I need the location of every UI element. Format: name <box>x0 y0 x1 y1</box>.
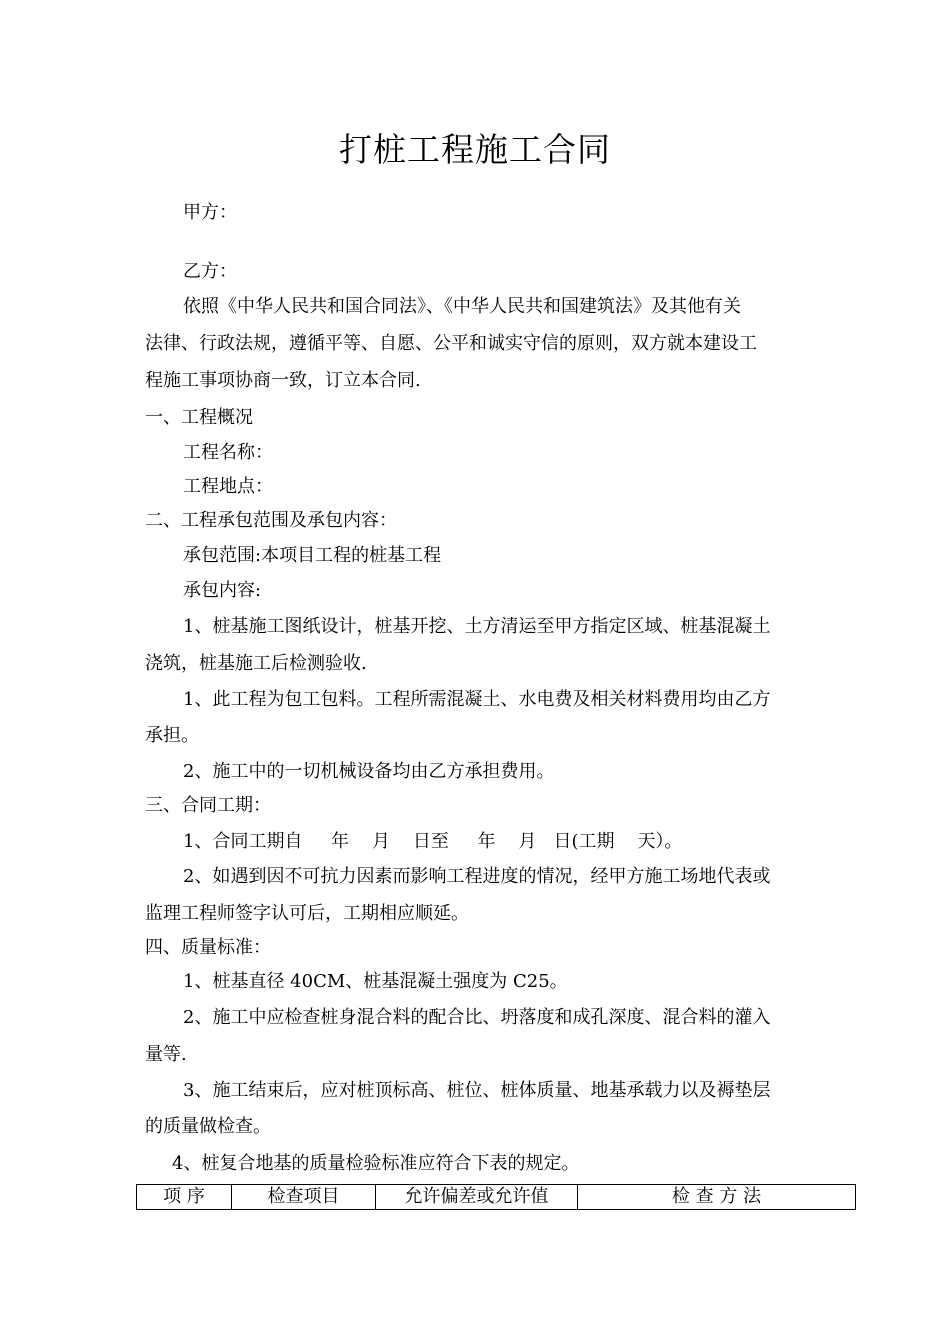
party-b-label: 乙方： <box>183 261 237 282</box>
header-check-method: 检 查 方 法 <box>578 1185 856 1210</box>
s2-item-2-line-2: 承担。 <box>145 725 199 746</box>
s4-item-2-line-1: 2、施工中应检查桩身混合料的配合比、坍落度和成孔深度、混合料的灌入 <box>183 1007 771 1028</box>
table-header-row <box>137 1185 856 1210</box>
s3-item-1-line-1: 1、合同工期自 年 月 日至 年 月 日(工期 天）。 <box>183 831 683 852</box>
s4-item-3-line-2: 的质量做检查。 <box>145 1116 271 1137</box>
document-title: 打桩工程施工合同 <box>339 130 611 169</box>
section-4-heading: 四、质量标准： <box>145 937 271 958</box>
s2-item-1-line-1: 1、桩基施工图纸设计，桩基开挖、土方清运至甲方指定区域、桩基混凝土 <box>183 616 771 637</box>
section-3-heading: 三、合同工期： <box>145 795 271 816</box>
scope-line: 承包范围:本项目工程的桩基工程 <box>183 545 442 566</box>
s2-item-3-line-1: 2、施工中的一切机械设备均由乙方承担费用。 <box>183 761 555 782</box>
header-check-item: 检查项目 <box>232 1185 376 1210</box>
intro-line-1: 依照《中华人民共和国合同法》、《中华人民共和国建筑法》及其他有关 <box>183 296 741 317</box>
project-name-label: 工程名称： <box>183 442 273 463</box>
s4-item-2-line-2: 量等. <box>145 1044 187 1065</box>
s2-item-2-line-1: 1、此工程为包工包料。工程所需混凝土、水电费及相关材料费用均由乙方 <box>183 689 771 710</box>
header-tolerance: 允许偏差或允许值 <box>376 1185 578 1210</box>
section-1-heading: 一、工程概况 <box>145 407 253 428</box>
project-location-label: 工程地点： <box>183 476 273 497</box>
intro-line-2: 法律、行政法规，遵循平等、自愿、公平和诚实守信的原则，双方就本建设工 <box>145 333 757 354</box>
content-label: 承包内容: <box>183 580 262 601</box>
party-a-label: 甲方： <box>183 202 237 223</box>
s2-item-1-line-2: 浇筑，桩基施工后检测验收. <box>145 653 367 674</box>
s3-item-2-line-1: 2、如遇到因不可抗力因素而影响工程进度的情况，经甲方施工场地代表或 <box>183 866 771 887</box>
quality-check-table <box>136 1184 856 1210</box>
header-item-order: 项 序 <box>137 1185 232 1210</box>
s3-item-2-line-2: 监理工程师签字认可后，工期相应顺延。 <box>145 903 469 924</box>
intro-line-3: 程施工事项协商一致，订立本合同. <box>145 370 421 391</box>
s4-item-1-line-1: 1、桩基直径 40CM、桩基混凝土强度为 C25。 <box>183 971 568 992</box>
section-2-heading: 二、工程承包范围及承包内容： <box>145 510 397 531</box>
s4-item-3-line-1: 3、施工结束后，应对桩顶标高、桩位、桩体质量、地基承载力以及褥垫层 <box>183 1080 771 1101</box>
s4-item-4-line-1: 4、桩复合地基的质量检验标准应符合下表的规定。 <box>172 1153 580 1174</box>
